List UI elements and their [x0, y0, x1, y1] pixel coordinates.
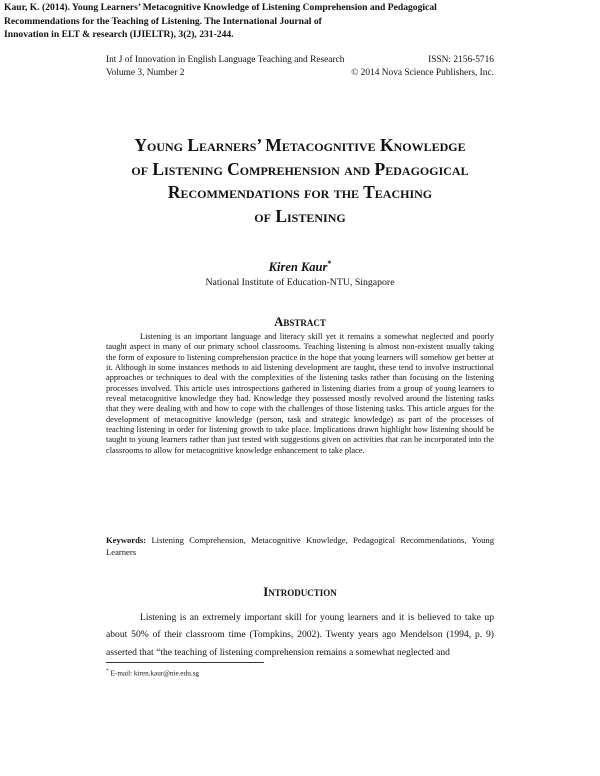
- title-line-4: of Listening: [254, 205, 346, 226]
- keywords-label: Keywords: [106, 535, 144, 545]
- footnote: [106, 668, 199, 677]
- citation-line-3: Innovation in ELT & research (IJIELTR), 3(2), 231-244.: [4, 29, 234, 40]
- introduction-text: Listening is an extremely important skill for young learners and it is believed to take up about 50% of their classroom time (Tompkins, 2002). Twenty years ago Mendelson (1994, p. 9) asserted that “the teaching of listening comprehension remains a somewhat neglected and: [106, 612, 494, 658]
- volume-number: Volume 3, Number 2: [106, 67, 185, 78]
- paper-title: [70, 134, 530, 228]
- footnote-divider: [106, 662, 264, 663]
- journal-header: [106, 54, 494, 79]
- citation-line-1: Kaur, K. (2014). Young Learners’ Metacognitive Knowledge of Listening Comprehension and Pedagogical: [4, 2, 437, 13]
- footnote-email: E-mail: kiren.kaur@nie.edu.sg: [110, 669, 199, 678]
- citation-line-2: Recommendations for the Teaching of Listening. The International Journal of: [4, 15, 322, 27]
- abstract-text: Listening is an important language and literacy skill yet it remains a somewhat neglected and poorly taught aspect in many of our primary school classrooms. Teaching listening is almost non-existent usually taking the form of exposure to listening comprehension practice in the hope that young learners will somehow get better at it. Although in some instances methods to aid listening development are taught, these tend to involve instructional approaches or techniques to deal with the complexities of the listening tasks rather than focusing on the listening processes involved. This article uses introspections gathered in listening diaries from a group of young learners to reveal metacognitive knowledge they had. Knowledge they possessed mostly revolved around the listening tasks that they were dealing with and how to cope with the challenges of those listening tasks. This article argues for the development of metacognitive knowledge (person, task and strategic knowledge) as part of the processes of teaching listening in order for listening growth to take place. Implications drawn highlight how listening should be taught to young learners rather than just tested with suggestions given on activities that can be incorporated into the classrooms to allow for metacognitive knowledge enhancement to take place.: [106, 332, 494, 455]
- author-footnote-marker: *: [327, 259, 332, 268]
- author: [100, 259, 500, 275]
- keywords: Keywords: Listening Comprehension, Metacognitive Knowledge, Pedagogical Recommendations, Young Learners: [106, 535, 494, 557]
- title-line-3: Recommendations for the Teaching: [167, 182, 433, 202]
- author-name: Kiren Kaur: [268, 260, 328, 275]
- footnote-marker: *: [106, 668, 109, 674]
- keywords-list: Listening Comprehension, Metacognitive Knowledge, Pedagogical Recommendations, Young Learners: [106, 535, 494, 557]
- issn: ISSN: 2156-5716: [428, 55, 494, 65]
- title-line-2: of Listening Comprehension and Pedagogical: [131, 158, 469, 179]
- copyright: © 2014 Nova Science Publishers, Inc.: [351, 67, 494, 78]
- citation-block: [4, 1, 594, 42]
- author-affiliation: National Institute of Education-NTU, Singapore: [205, 277, 395, 288]
- introduction-heading: Introduction: [263, 585, 337, 599]
- title-line-1: Young Learners’ Metacognitive Knowledge: [134, 135, 466, 155]
- journal-name: Int J of Innovation in English Language Teaching and Research: [106, 55, 345, 65]
- abstract-heading: Abstract: [274, 315, 326, 329]
